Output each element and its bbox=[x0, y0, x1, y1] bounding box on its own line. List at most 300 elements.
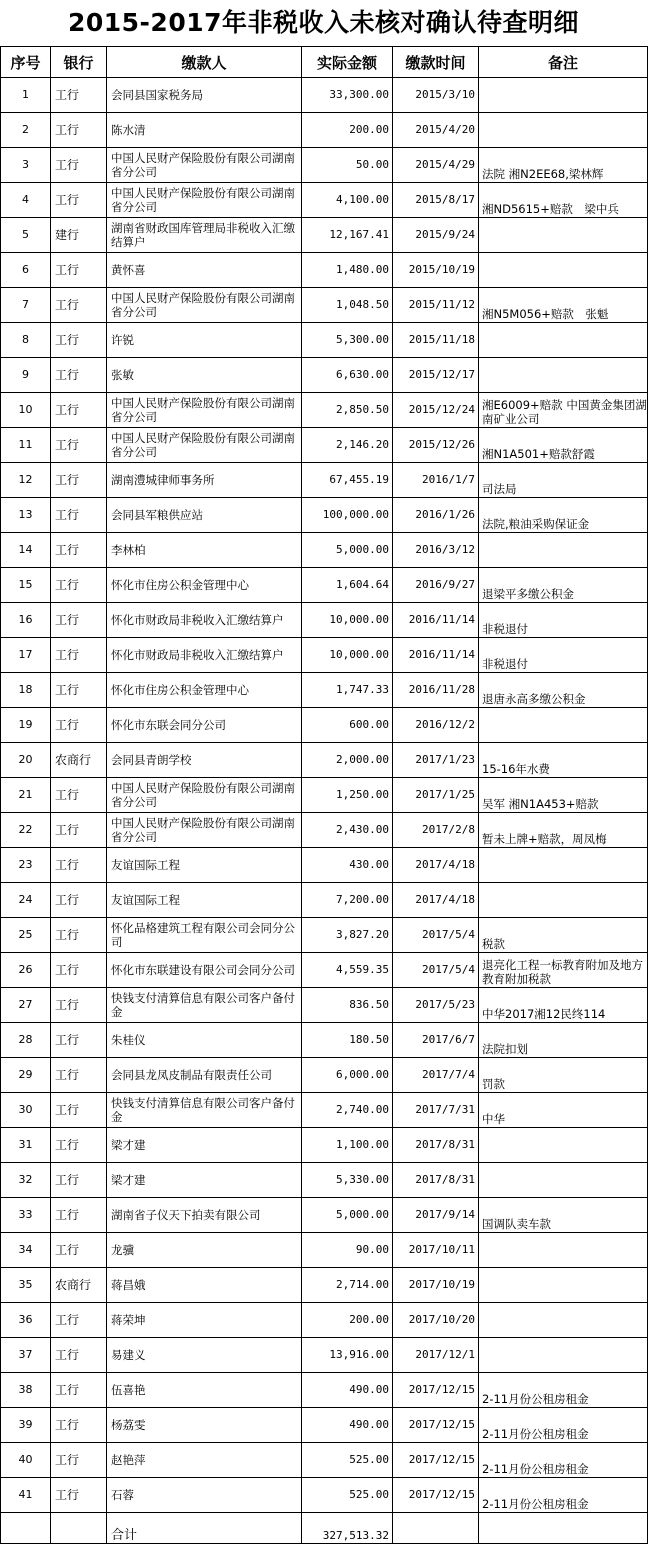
row-amount: 12,167.41 bbox=[302, 218, 393, 253]
row-note: 退梁平多缴公积金 bbox=[479, 568, 648, 603]
table-row bbox=[1, 883, 648, 918]
header-bank: 银行 bbox=[51, 47, 107, 78]
table-row bbox=[1, 1303, 648, 1338]
row-note: 法院 湘N2EE68,梁林辉 bbox=[479, 148, 648, 183]
table-row bbox=[1, 1163, 648, 1198]
row-note: 2-11月份公租房租金 bbox=[479, 1373, 648, 1408]
row-no: 15 bbox=[1, 568, 51, 603]
row-note: 非税退付 bbox=[479, 603, 648, 638]
row-amount: 10,000.00 bbox=[302, 603, 393, 638]
row-bank: 工行 bbox=[51, 673, 107, 708]
row-bank: 工行 bbox=[51, 953, 107, 988]
table-row bbox=[1, 1478, 648, 1513]
row-no: 41 bbox=[1, 1478, 51, 1513]
row-amount: 4,559.35 bbox=[302, 953, 393, 988]
row-bank: 工行 bbox=[51, 1443, 107, 1478]
row-date: 2015/12/17 bbox=[393, 358, 479, 393]
row-date: 2016/11/14 bbox=[393, 603, 479, 638]
row-bank: 工行 bbox=[51, 1058, 107, 1093]
row-payer: 易建义 bbox=[107, 1338, 302, 1373]
row-note bbox=[479, 323, 648, 358]
row-amount: 180.50 bbox=[302, 1023, 393, 1058]
row-no: 24 bbox=[1, 883, 51, 918]
row-payer: 怀化市东联会同分公司 bbox=[107, 708, 302, 743]
total-cell-note bbox=[479, 1513, 648, 1544]
row-date: 2015/12/24 bbox=[393, 393, 479, 428]
row-bank: 工行 bbox=[51, 988, 107, 1023]
row-amount: 5,330.00 bbox=[302, 1163, 393, 1198]
row-date: 2017/1/23 bbox=[393, 743, 479, 778]
row-bank: 工行 bbox=[51, 918, 107, 953]
row-date: 2015/11/12 bbox=[393, 288, 479, 323]
row-bank: 工行 bbox=[51, 288, 107, 323]
row-bank: 工行 bbox=[51, 463, 107, 498]
row-note bbox=[479, 1338, 648, 1373]
row-date: 2015/8/17 bbox=[393, 183, 479, 218]
row-amount: 1,604.64 bbox=[302, 568, 393, 603]
row-bank: 工行 bbox=[51, 1233, 107, 1268]
row-no: 9 bbox=[1, 358, 51, 393]
row-payer: 杨荔雯 bbox=[107, 1408, 302, 1443]
row-amount: 200.00 bbox=[302, 113, 393, 148]
row-bank: 农商行 bbox=[51, 1268, 107, 1303]
sheet-title: 2015-2017年非税收入未核对确认待查明细 bbox=[67, 8, 580, 37]
row-bank: 工行 bbox=[51, 1303, 107, 1338]
row-payer: 蒋昌娥 bbox=[107, 1268, 302, 1303]
row-no: 14 bbox=[1, 533, 51, 568]
row-no: 19 bbox=[1, 708, 51, 743]
row-note: 湘E6009+赔款 中国黄金集团湖南矿业公司 bbox=[479, 393, 648, 428]
row-no: 39 bbox=[1, 1408, 51, 1443]
row-no: 3 bbox=[1, 148, 51, 183]
row-note: 暂未上牌+赔款，周凤梅 bbox=[479, 813, 648, 848]
row-amount: 525.00 bbox=[302, 1443, 393, 1478]
row-note: 湘N5M056+赔款 张魁 bbox=[479, 288, 648, 323]
row-payer: 石蓉 bbox=[107, 1478, 302, 1513]
row-no: 28 bbox=[1, 1023, 51, 1058]
row-payer: 中国人民财产保险股份有限公司湖南省分公司 bbox=[107, 288, 302, 323]
row-date: 2015/10/19 bbox=[393, 253, 479, 288]
table-row bbox=[1, 1338, 648, 1373]
row-bank: 工行 bbox=[51, 498, 107, 533]
row-payer: 快钱支付清算信息有限公司客户备付金 bbox=[107, 988, 302, 1023]
row-note bbox=[479, 1163, 648, 1198]
row-payer: 中国人民财产保险股份有限公司湖南省分公司 bbox=[107, 183, 302, 218]
row-amount: 200.00 bbox=[302, 1303, 393, 1338]
row-payer: 陈水清 bbox=[107, 113, 302, 148]
row-no: 38 bbox=[1, 1373, 51, 1408]
row-date: 2017/5/23 bbox=[393, 988, 479, 1023]
row-bank: 工行 bbox=[51, 428, 107, 463]
row-no: 16 bbox=[1, 603, 51, 638]
row-note bbox=[479, 253, 648, 288]
row-note: 湘N1A501+赔款舒霞 bbox=[479, 428, 648, 463]
row-date: 2016/9/27 bbox=[393, 568, 479, 603]
table-row bbox=[1, 183, 648, 218]
row-payer: 中国人民财产保险股份有限公司湖南省分公司 bbox=[107, 778, 302, 813]
row-amount: 490.00 bbox=[302, 1373, 393, 1408]
row-payer: 会同县军粮供应站 bbox=[107, 498, 302, 533]
row-date: 2015/12/26 bbox=[393, 428, 479, 463]
row-bank: 建行 bbox=[51, 218, 107, 253]
row-note: 中华 bbox=[479, 1093, 648, 1128]
total-label: 合计 bbox=[107, 1513, 302, 1544]
row-amount: 525.00 bbox=[302, 1478, 393, 1513]
table-row bbox=[1, 1268, 648, 1303]
row-date: 2017/7/31 bbox=[393, 1093, 479, 1128]
table-row bbox=[1, 673, 648, 708]
row-payer: 梁才建 bbox=[107, 1128, 302, 1163]
table-row bbox=[1, 288, 648, 323]
header-date: 缴款时间 bbox=[393, 47, 479, 78]
row-payer: 怀化品格建筑工程有限公司会同分公司 bbox=[107, 918, 302, 953]
row-bank: 工行 bbox=[51, 253, 107, 288]
row-amount: 600.00 bbox=[302, 708, 393, 743]
row-amount: 430.00 bbox=[302, 848, 393, 883]
table-row bbox=[1, 778, 648, 813]
row-bank: 工行 bbox=[51, 148, 107, 183]
row-no: 1 bbox=[1, 78, 51, 113]
row-amount: 3,827.20 bbox=[302, 918, 393, 953]
row-amount: 50.00 bbox=[302, 148, 393, 183]
row-payer: 怀化市住房公积金管理中心 bbox=[107, 568, 302, 603]
row-no: 40 bbox=[1, 1443, 51, 1478]
row-bank: 工行 bbox=[51, 1198, 107, 1233]
row-note: 非税退付 bbox=[479, 638, 648, 673]
row-no: 20 bbox=[1, 743, 51, 778]
table-row bbox=[1, 428, 648, 463]
row-no: 37 bbox=[1, 1338, 51, 1373]
row-no: 32 bbox=[1, 1163, 51, 1198]
row-date: 2015/3/10 bbox=[393, 78, 479, 113]
row-amount: 5,000.00 bbox=[302, 533, 393, 568]
table-row bbox=[1, 148, 648, 183]
row-amount: 2,146.20 bbox=[302, 428, 393, 463]
row-note: 法院,粮油采购保证金 bbox=[479, 498, 648, 533]
row-date: 2017/12/15 bbox=[393, 1478, 479, 1513]
row-no: 11 bbox=[1, 428, 51, 463]
row-note: 15-16年水费 bbox=[479, 743, 648, 778]
total-amount: 327,513.32 bbox=[302, 1513, 393, 1544]
row-date: 2017/12/1 bbox=[393, 1338, 479, 1373]
table-row bbox=[1, 78, 648, 113]
row-bank: 工行 bbox=[51, 533, 107, 568]
row-bank: 工行 bbox=[51, 323, 107, 358]
row-note: 法院扣划 bbox=[479, 1023, 648, 1058]
row-bank: 工行 bbox=[51, 1478, 107, 1513]
row-note bbox=[479, 78, 648, 113]
row-note: 2-11月份公租房租金 bbox=[479, 1443, 648, 1478]
table-row bbox=[1, 813, 648, 848]
table-row bbox=[1, 463, 648, 498]
row-no: 31 bbox=[1, 1128, 51, 1163]
row-payer: 怀化市东联建设有限公司会同分公司 bbox=[107, 953, 302, 988]
row-amount: 2,850.50 bbox=[302, 393, 393, 428]
row-no: 35 bbox=[1, 1268, 51, 1303]
row-payer: 会同县国家税务局 bbox=[107, 78, 302, 113]
row-date: 2017/12/15 bbox=[393, 1443, 479, 1478]
row-note: 吴军 湘N1A453+赔款 bbox=[479, 778, 648, 813]
row-bank: 工行 bbox=[51, 848, 107, 883]
total-cell-date bbox=[393, 1513, 479, 1544]
row-note: 湘ND5615+赔款 梁中兵 bbox=[479, 183, 648, 218]
row-no: 21 bbox=[1, 778, 51, 813]
row-amount: 10,000.00 bbox=[302, 638, 393, 673]
table-row bbox=[1, 1408, 648, 1443]
row-date: 2017/5/4 bbox=[393, 918, 479, 953]
row-date: 2017/9/14 bbox=[393, 1198, 479, 1233]
row-date: 2017/4/18 bbox=[393, 848, 479, 883]
row-amount: 836.50 bbox=[302, 988, 393, 1023]
row-date: 2017/10/20 bbox=[393, 1303, 479, 1338]
row-note bbox=[479, 1233, 648, 1268]
table-row bbox=[1, 113, 648, 148]
row-payer: 中国人民财产保险股份有限公司湖南省分公司 bbox=[107, 393, 302, 428]
total-cell-bank bbox=[51, 1513, 107, 1544]
total-row bbox=[1, 1513, 648, 1544]
row-date: 2016/11/14 bbox=[393, 638, 479, 673]
row-payer: 怀化市财政局非税收入汇缴结算户 bbox=[107, 638, 302, 673]
table-row bbox=[1, 358, 648, 393]
table-row bbox=[1, 1128, 648, 1163]
row-date: 2017/12/15 bbox=[393, 1373, 479, 1408]
header-no: 序号 bbox=[1, 47, 51, 78]
row-date: 2017/5/4 bbox=[393, 953, 479, 988]
table-row bbox=[1, 743, 648, 778]
row-no: 6 bbox=[1, 253, 51, 288]
row-date: 2017/12/15 bbox=[393, 1408, 479, 1443]
row-payer: 怀化市财政局非税收入汇缴结算户 bbox=[107, 603, 302, 638]
row-date: 2015/4/29 bbox=[393, 148, 479, 183]
row-no: 33 bbox=[1, 1198, 51, 1233]
row-date: 2015/11/18 bbox=[393, 323, 479, 358]
row-note: 退唐永高多缴公积金 bbox=[479, 673, 648, 708]
header-row bbox=[1, 47, 648, 78]
row-note bbox=[479, 358, 648, 393]
row-amount: 67,455.19 bbox=[302, 463, 393, 498]
row-bank: 工行 bbox=[51, 568, 107, 603]
row-payer: 张敏 bbox=[107, 358, 302, 393]
row-no: 25 bbox=[1, 918, 51, 953]
row-bank: 农商行 bbox=[51, 743, 107, 778]
row-date: 2017/1/25 bbox=[393, 778, 479, 813]
table-row bbox=[1, 708, 648, 743]
table-row bbox=[1, 218, 648, 253]
row-bank: 工行 bbox=[51, 1128, 107, 1163]
row-note bbox=[479, 883, 648, 918]
table-row bbox=[1, 533, 648, 568]
row-payer: 龙骥 bbox=[107, 1233, 302, 1268]
row-amount: 2,714.00 bbox=[302, 1268, 393, 1303]
header-payer: 缴款人 bbox=[107, 47, 302, 78]
table-row bbox=[1, 1198, 648, 1233]
table-row bbox=[1, 988, 648, 1023]
row-payer: 湖南省财政国库管理局非税收入汇缴结算户 bbox=[107, 218, 302, 253]
row-no: 36 bbox=[1, 1303, 51, 1338]
row-amount: 90.00 bbox=[302, 1233, 393, 1268]
row-no: 22 bbox=[1, 813, 51, 848]
table-row bbox=[1, 918, 648, 953]
row-date: 2017/4/18 bbox=[393, 883, 479, 918]
table-row bbox=[1, 1373, 648, 1408]
row-date: 2017/8/31 bbox=[393, 1128, 479, 1163]
row-no: 29 bbox=[1, 1058, 51, 1093]
row-payer: 赵艳萍 bbox=[107, 1443, 302, 1478]
row-note bbox=[479, 113, 648, 148]
row-date: 2017/2/8 bbox=[393, 813, 479, 848]
row-note bbox=[479, 218, 648, 253]
row-payer: 黄怀喜 bbox=[107, 253, 302, 288]
row-bank: 工行 bbox=[51, 883, 107, 918]
row-date: 2015/4/20 bbox=[393, 113, 479, 148]
table-row bbox=[1, 1093, 648, 1128]
row-payer: 中国人民财产保险股份有限公司湖南省分公司 bbox=[107, 813, 302, 848]
row-no: 30 bbox=[1, 1093, 51, 1128]
row-date: 2017/8/31 bbox=[393, 1163, 479, 1198]
table-row bbox=[1, 498, 648, 533]
row-no: 27 bbox=[1, 988, 51, 1023]
row-note: 司法局 bbox=[479, 463, 648, 498]
row-note: 罚款 bbox=[479, 1058, 648, 1093]
row-note bbox=[479, 1128, 648, 1163]
row-note: 2-11月份公租房租金 bbox=[479, 1478, 648, 1513]
row-bank: 工行 bbox=[51, 778, 107, 813]
row-payer: 湖南省子仪天下拍卖有限公司 bbox=[107, 1198, 302, 1233]
row-no: 10 bbox=[1, 393, 51, 428]
detail-table bbox=[0, 46, 648, 1544]
row-bank: 工行 bbox=[51, 603, 107, 638]
row-note: 中华2017湘12民终114 bbox=[479, 988, 648, 1023]
row-date: 2016/1/7 bbox=[393, 463, 479, 498]
row-amount: 490.00 bbox=[302, 1408, 393, 1443]
row-note: 税款 bbox=[479, 918, 648, 953]
row-amount: 4,100.00 bbox=[302, 183, 393, 218]
row-no: 12 bbox=[1, 463, 51, 498]
row-no: 7 bbox=[1, 288, 51, 323]
row-bank: 工行 bbox=[51, 813, 107, 848]
row-payer: 李林柏 bbox=[107, 533, 302, 568]
row-amount: 1,048.50 bbox=[302, 288, 393, 323]
row-note bbox=[479, 1303, 648, 1338]
row-no: 34 bbox=[1, 1233, 51, 1268]
row-amount: 2,740.00 bbox=[302, 1093, 393, 1128]
table-row bbox=[1, 1443, 648, 1478]
table-row bbox=[1, 848, 648, 883]
row-date: 2016/1/26 bbox=[393, 498, 479, 533]
row-payer: 快钱支付清算信息有限公司客户备付金 bbox=[107, 1093, 302, 1128]
row-date: 2016/11/28 bbox=[393, 673, 479, 708]
table-row bbox=[1, 568, 648, 603]
table-row bbox=[1, 253, 648, 288]
row-note: 国调队卖车款 bbox=[479, 1198, 648, 1233]
row-payer: 湖南澧城律师事务所 bbox=[107, 463, 302, 498]
table-row bbox=[1, 1233, 648, 1268]
row-payer: 友谊国际工程 bbox=[107, 848, 302, 883]
header-note: 备注 bbox=[479, 47, 648, 78]
row-payer: 梁才建 bbox=[107, 1163, 302, 1198]
row-amount: 2,000.00 bbox=[302, 743, 393, 778]
row-amount: 6,630.00 bbox=[302, 358, 393, 393]
row-note bbox=[479, 533, 648, 568]
row-amount: 1,250.00 bbox=[302, 778, 393, 813]
row-no: 26 bbox=[1, 953, 51, 988]
row-payer: 蒋荣坤 bbox=[107, 1303, 302, 1338]
row-amount: 2,430.00 bbox=[302, 813, 393, 848]
row-payer: 中国人民财产保险股份有限公司湖南省分公司 bbox=[107, 428, 302, 463]
table-row bbox=[1, 638, 648, 673]
table-body bbox=[1, 78, 648, 1513]
row-payer: 朱桂仪 bbox=[107, 1023, 302, 1058]
row-payer: 伍喜艳 bbox=[107, 1373, 302, 1408]
row-amount: 6,000.00 bbox=[302, 1058, 393, 1093]
row-bank: 工行 bbox=[51, 1338, 107, 1373]
row-date: 2017/10/19 bbox=[393, 1268, 479, 1303]
row-note: 退亮化工程一标教育附加及地方教育附加税款 bbox=[479, 953, 648, 988]
row-bank: 工行 bbox=[51, 1163, 107, 1198]
row-bank: 工行 bbox=[51, 708, 107, 743]
row-bank: 工行 bbox=[51, 1408, 107, 1443]
row-date: 2015/9/24 bbox=[393, 218, 479, 253]
table-row bbox=[1, 1023, 648, 1058]
row-date: 2017/7/4 bbox=[393, 1058, 479, 1093]
row-no: 13 bbox=[1, 498, 51, 533]
row-note bbox=[479, 848, 648, 883]
row-payer: 会同县青朗学校 bbox=[107, 743, 302, 778]
row-date: 2017/6/7 bbox=[393, 1023, 479, 1058]
table-row bbox=[1, 953, 648, 988]
row-bank: 工行 bbox=[51, 393, 107, 428]
row-payer: 中国人民财产保险股份有限公司湖南省分公司 bbox=[107, 148, 302, 183]
row-date: 2016/3/12 bbox=[393, 533, 479, 568]
row-no: 17 bbox=[1, 638, 51, 673]
table-row bbox=[1, 323, 648, 358]
row-note: 2-11月份公租房租金 bbox=[479, 1408, 648, 1443]
row-amount: 1,100.00 bbox=[302, 1128, 393, 1163]
row-no: 4 bbox=[1, 183, 51, 218]
row-payer: 怀化市住房公积金管理中心 bbox=[107, 673, 302, 708]
row-bank: 工行 bbox=[51, 1023, 107, 1058]
row-amount: 100,000.00 bbox=[302, 498, 393, 533]
row-amount: 13,916.00 bbox=[302, 1338, 393, 1373]
row-payer: 友谊国际工程 bbox=[107, 883, 302, 918]
row-payer: 会同县龙凤皮制品有限责任公司 bbox=[107, 1058, 302, 1093]
row-amount: 1,480.00 bbox=[302, 253, 393, 288]
row-payer: 许锐 bbox=[107, 323, 302, 358]
row-bank: 工行 bbox=[51, 358, 107, 393]
header-amount: 实际金额 bbox=[302, 47, 393, 78]
row-note bbox=[479, 708, 648, 743]
table-row bbox=[1, 393, 648, 428]
row-bank: 工行 bbox=[51, 113, 107, 148]
row-no: 5 bbox=[1, 218, 51, 253]
row-date: 2017/10/11 bbox=[393, 1233, 479, 1268]
row-amount: 33,300.00 bbox=[302, 78, 393, 113]
row-bank: 工行 bbox=[51, 183, 107, 218]
row-bank: 工行 bbox=[51, 638, 107, 673]
table-row bbox=[1, 603, 648, 638]
row-amount: 5,300.00 bbox=[302, 323, 393, 358]
row-no: 8 bbox=[1, 323, 51, 358]
total-cell-no bbox=[1, 1513, 51, 1544]
row-bank: 工行 bbox=[51, 78, 107, 113]
row-no: 18 bbox=[1, 673, 51, 708]
row-no: 23 bbox=[1, 848, 51, 883]
row-date: 2016/12/2 bbox=[393, 708, 479, 743]
row-bank: 工行 bbox=[51, 1093, 107, 1128]
row-bank: 工行 bbox=[51, 1373, 107, 1408]
row-no: 2 bbox=[1, 113, 51, 148]
table-row bbox=[1, 1058, 648, 1093]
